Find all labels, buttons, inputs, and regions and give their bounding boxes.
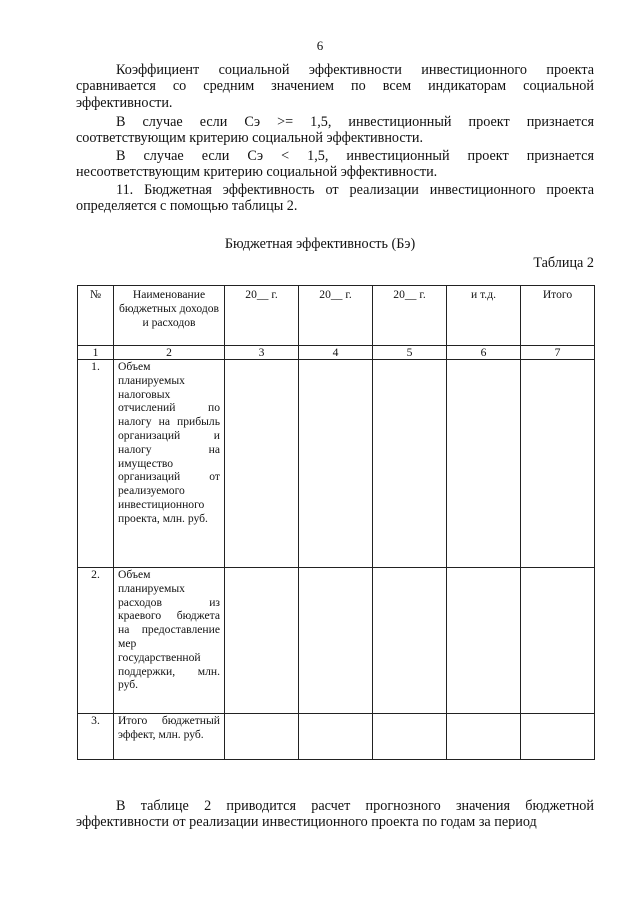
header-cell: и т.д. — [447, 286, 521, 346]
column-number: 3 — [225, 346, 299, 360]
table-cell — [299, 568, 373, 714]
page-number: 6 — [316, 38, 324, 53]
header-cell: 20__ г. — [373, 286, 447, 346]
header-cell: Наименование бюджетных доходов и расходов — [114, 286, 225, 346]
paragraph-3: В случае если Сэ < 1,5, инвестиционный проект признается несоответствующим критерию социальной эффективности. — [76, 148, 594, 181]
table-cell — [521, 360, 595, 568]
table-cell — [373, 714, 447, 760]
header-cell: 20__ г. — [225, 286, 299, 346]
column-number-row — [78, 346, 595, 360]
row-name: Итого бюджетный эффект, млн. руб. — [114, 714, 225, 760]
table-cell — [447, 714, 521, 760]
table-cell — [373, 568, 447, 714]
row-name: Объем планируемых расходов из краевого бюджета на предоставление мер государственной поддержки, млн. руб. — [114, 568, 225, 714]
row-name: Объем планируемых налоговых отчислений по налогу на прибыль организаций и налогу на имущество организаций от реализуемого инвестиционного проекта, млн. руб. — [114, 360, 225, 568]
table-cell — [521, 568, 595, 714]
table-row — [78, 568, 595, 714]
table-header-row — [78, 286, 595, 346]
table-cell — [299, 714, 373, 760]
column-number: 6 — [447, 346, 521, 360]
header-cell: 20__ г. — [299, 286, 373, 346]
column-number: 1 — [78, 346, 114, 360]
table-row — [78, 714, 595, 760]
table-cell — [447, 568, 521, 714]
paragraph-2: В случае если Сэ >= 1,5, инвестиционный проект признается соответствующим критерию социальной эффективности. — [76, 114, 594, 147]
table-row — [78, 360, 595, 568]
paragraph-4: 11. Бюджетная эффективность от реализации инвестиционного проекта определяется с помощью таблицы 2. — [76, 182, 594, 215]
table-cell — [299, 360, 373, 568]
table-label: Таблица 2 — [533, 255, 594, 271]
row-number: 3. — [78, 714, 114, 760]
column-number: 7 — [521, 346, 595, 360]
row-number: 2. — [78, 568, 114, 714]
table-cell — [447, 360, 521, 568]
table-cell — [225, 714, 299, 760]
table-cell — [225, 360, 299, 568]
closing-paragraph: В таблице 2 приводится расчет прогнозного значения бюджетной эффективности от реализации инвестиционного проекта по годам за период — [76, 798, 594, 831]
column-number: 4 — [299, 346, 373, 360]
budget-efficiency-table — [77, 285, 595, 760]
header-cell: Итого — [521, 286, 595, 346]
table-title: Бюджетная эффективность (Бэ) — [224, 236, 416, 252]
column-number: 2 — [114, 346, 225, 360]
column-number: 5 — [373, 346, 447, 360]
table-cell — [521, 714, 595, 760]
table-cell — [225, 568, 299, 714]
table-cell — [373, 360, 447, 568]
header-cell: № — [78, 286, 114, 346]
row-number: 1. — [78, 360, 114, 568]
paragraph-1: Коэффициент социальной эффективности инвестиционного проекта сравнивается со средним значением по всем индикаторам социальной эффективности. — [76, 62, 594, 111]
